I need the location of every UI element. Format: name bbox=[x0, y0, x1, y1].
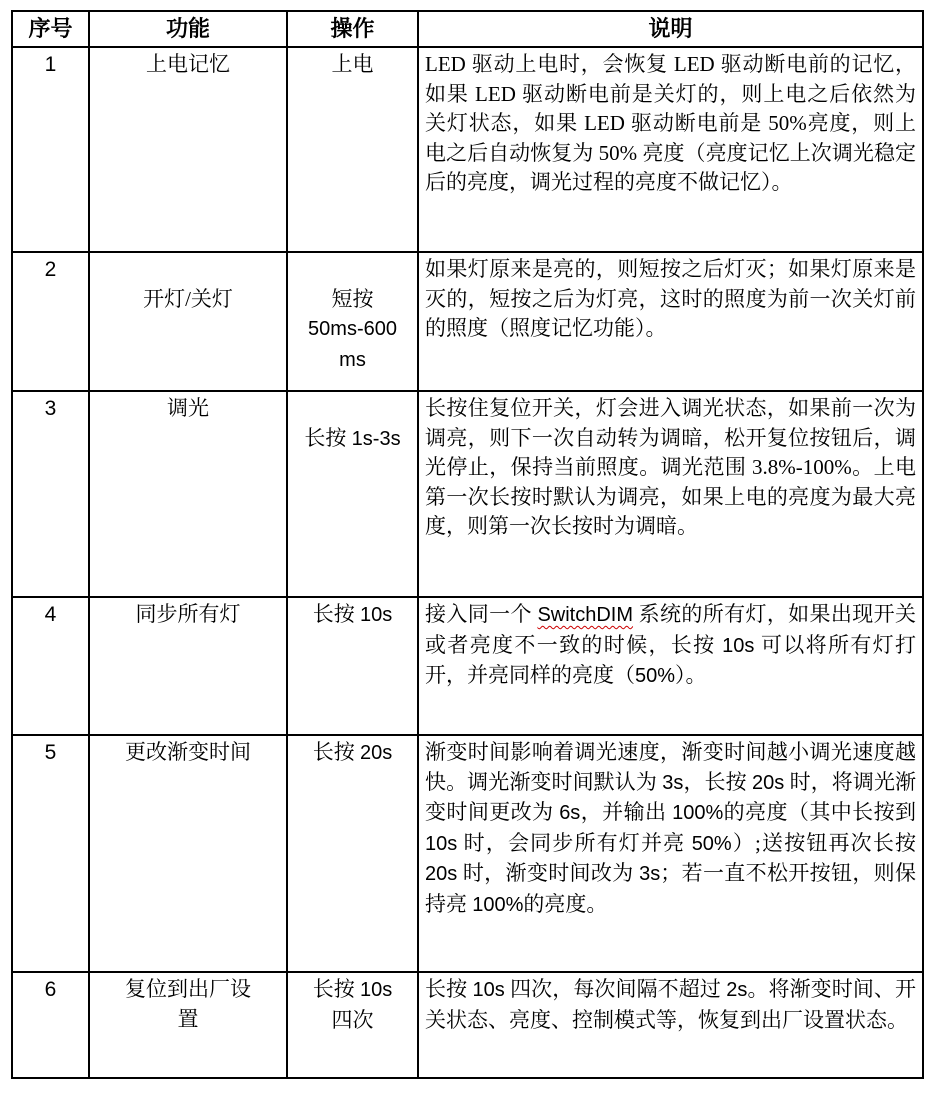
function-line: 开灯/关灯 bbox=[143, 286, 233, 311]
operation-cell bbox=[287, 47, 418, 252]
text-segment: 长按 bbox=[425, 977, 473, 1001]
operation-line bbox=[294, 975, 411, 1006]
table-row bbox=[12, 47, 923, 252]
operation-line bbox=[294, 314, 411, 345]
text-segment: 2s bbox=[726, 979, 748, 1001]
text-segment: 短按 bbox=[331, 286, 374, 311]
seq-cell: 4 bbox=[12, 597, 89, 735]
text-segment: 50ms-600 bbox=[308, 318, 397, 340]
function-cell bbox=[89, 47, 287, 252]
text-segment: 可以将所有灯打开，并亮同样的亮度（ bbox=[425, 632, 917, 687]
operation-line bbox=[294, 255, 411, 285]
table-row bbox=[12, 735, 923, 972]
text-segment: 时，渐变时间改为 bbox=[457, 861, 640, 885]
operation-line bbox=[294, 50, 411, 80]
text-segment: 的亮度。 bbox=[523, 891, 608, 916]
function-line: 同步所有灯 bbox=[135, 602, 241, 626]
description-cell bbox=[418, 47, 923, 252]
table-body bbox=[12, 47, 923, 1078]
function-cell bbox=[89, 597, 287, 735]
text-segment: 长按 bbox=[312, 602, 360, 626]
text-segment: ms bbox=[339, 348, 366, 371]
text-segment: 时，将调光渐变时间更改为 bbox=[425, 769, 917, 824]
text-segment: 50% bbox=[691, 832, 732, 855]
function-line: 复位到出厂设 bbox=[125, 977, 251, 1001]
text-segment: 系统的所有灯，如果出现开关或者亮度不一致的时候，长按 bbox=[425, 602, 917, 657]
operation-cell bbox=[287, 972, 418, 1078]
text-segment: LED 驱动上电时，会恢复 LED 驱动断电前的记忆，如果 LED 驱动断电前是关灯的，则上电之后依然为关灯状态，如果 LED 驱动断电前是 50%亮度，则上电之后自动恢复为 50% 亮度（亮度记忆上次调光稳定后的亮度，调光过程的亮度不做记忆）。 bbox=[425, 52, 916, 194]
description-cell bbox=[418, 735, 923, 972]
seq-cell: 5 bbox=[12, 735, 89, 972]
text-segment: 渐变时间影响着调光速度，渐变时间越小调光速度越快。调光渐变时间默认为 bbox=[425, 740, 916, 794]
operation-line bbox=[294, 1006, 411, 1036]
description-cell bbox=[418, 972, 923, 1078]
text-segment: 10s bbox=[425, 832, 458, 855]
operation-line bbox=[294, 285, 411, 315]
operation-cell bbox=[287, 735, 418, 972]
text-segment: ，长按 bbox=[683, 769, 753, 794]
text-segment: 时，会同步所有灯并亮 bbox=[457, 830, 692, 855]
text-segment: 四次，每次间隔不超过 bbox=[504, 977, 727, 1001]
text-segment: 100% bbox=[472, 893, 524, 916]
seq-cell: 1 bbox=[12, 47, 89, 252]
spellcheck-underlined-word: SwitchDIM bbox=[537, 604, 634, 626]
operation-line bbox=[294, 600, 411, 631]
table-header-row bbox=[12, 11, 923, 47]
text-segment: 的亮度（其中长按到 bbox=[723, 800, 917, 824]
text-segment: ，并输出 bbox=[580, 800, 673, 824]
text-segment: ）。 bbox=[675, 663, 707, 687]
operation-cell bbox=[287, 391, 418, 597]
operation-line bbox=[294, 738, 411, 769]
operation-line bbox=[294, 345, 411, 376]
header-function: 功能 bbox=[89, 11, 287, 47]
seq-cell: 3 bbox=[12, 391, 89, 597]
seq-cell: 2 bbox=[12, 252, 89, 391]
text-segment: 长按 bbox=[304, 425, 352, 450]
operation-cell bbox=[287, 597, 418, 735]
description-cell bbox=[418, 597, 923, 735]
function-cell bbox=[89, 252, 287, 391]
text-segment: 20s bbox=[360, 742, 393, 764]
text-segment: 长按 bbox=[312, 977, 360, 1001]
function-line: 更改渐变时间 bbox=[125, 740, 251, 764]
text-segment: 长按 bbox=[312, 740, 360, 764]
text-segment: 50% bbox=[635, 665, 676, 687]
table-row bbox=[12, 391, 923, 597]
text-segment: 100% bbox=[672, 802, 724, 824]
text-segment: 20s bbox=[752, 771, 785, 794]
text-segment: 3s bbox=[662, 771, 684, 794]
text-segment: 接入同一个 bbox=[425, 602, 538, 626]
seq-cell: 6 bbox=[12, 972, 89, 1078]
description-cell bbox=[418, 252, 923, 391]
text-segment: 四次 bbox=[331, 1007, 374, 1032]
text-segment: ；若一直不松开按钮，则保持亮 bbox=[425, 861, 917, 916]
function-cell bbox=[89, 735, 287, 972]
operation-line bbox=[294, 424, 411, 455]
function-line: 调光 bbox=[167, 396, 209, 420]
description-cell bbox=[418, 391, 923, 597]
operation-cell bbox=[287, 252, 418, 391]
text-segment: 3s bbox=[639, 863, 661, 885]
header-seq: 序号 bbox=[12, 11, 89, 47]
function-cell bbox=[89, 972, 287, 1078]
text-segment: 上电 bbox=[331, 52, 374, 76]
text-segment: 10s bbox=[472, 979, 505, 1001]
function-line bbox=[96, 255, 280, 285]
text-segment: 1s-3s bbox=[351, 427, 401, 450]
text-segment: 如果灯原来是亮的，则短按之后灯灭；如果灯原来是灭的，短按之后为灯亮，这时的照度为前一次关灯前的照度（照度记忆功能）。 bbox=[425, 257, 916, 340]
text-segment: 20s bbox=[425, 863, 458, 885]
header-operation: 操作 bbox=[287, 11, 418, 47]
text-segment: 10s bbox=[360, 604, 393, 626]
text-segment: 6s bbox=[559, 802, 581, 824]
text-segment: 10s bbox=[722, 634, 755, 657]
table-row bbox=[12, 252, 923, 391]
operation-line bbox=[294, 394, 411, 424]
function-line: 上电记忆 bbox=[146, 52, 230, 76]
text-segment: 10s bbox=[360, 979, 393, 1001]
table-row bbox=[12, 972, 923, 1078]
function-table bbox=[11, 10, 924, 1079]
table-row bbox=[12, 597, 923, 735]
text-segment: 。将渐变时间、开关状态、亮度、控制模式等，恢复到出厂设置状态。 bbox=[425, 977, 917, 1032]
text-segment: ）;送按钮再次长按 bbox=[731, 830, 916, 855]
function-cell bbox=[89, 391, 287, 597]
header-description: 说明 bbox=[418, 11, 923, 47]
function-line: 置 bbox=[177, 1006, 199, 1031]
text-segment: 长按住复位开关，灯会进入调光状态，如果前一次为调亮，则下一次自动转为调暗，松开复位按钮后，调光停止，保持当前照度。调光范围 3.8%-100%。上电第一次长按时默认为调亮，如果上电的亮度为最大亮度，则第一次长按时为调暗。 bbox=[425, 396, 916, 538]
